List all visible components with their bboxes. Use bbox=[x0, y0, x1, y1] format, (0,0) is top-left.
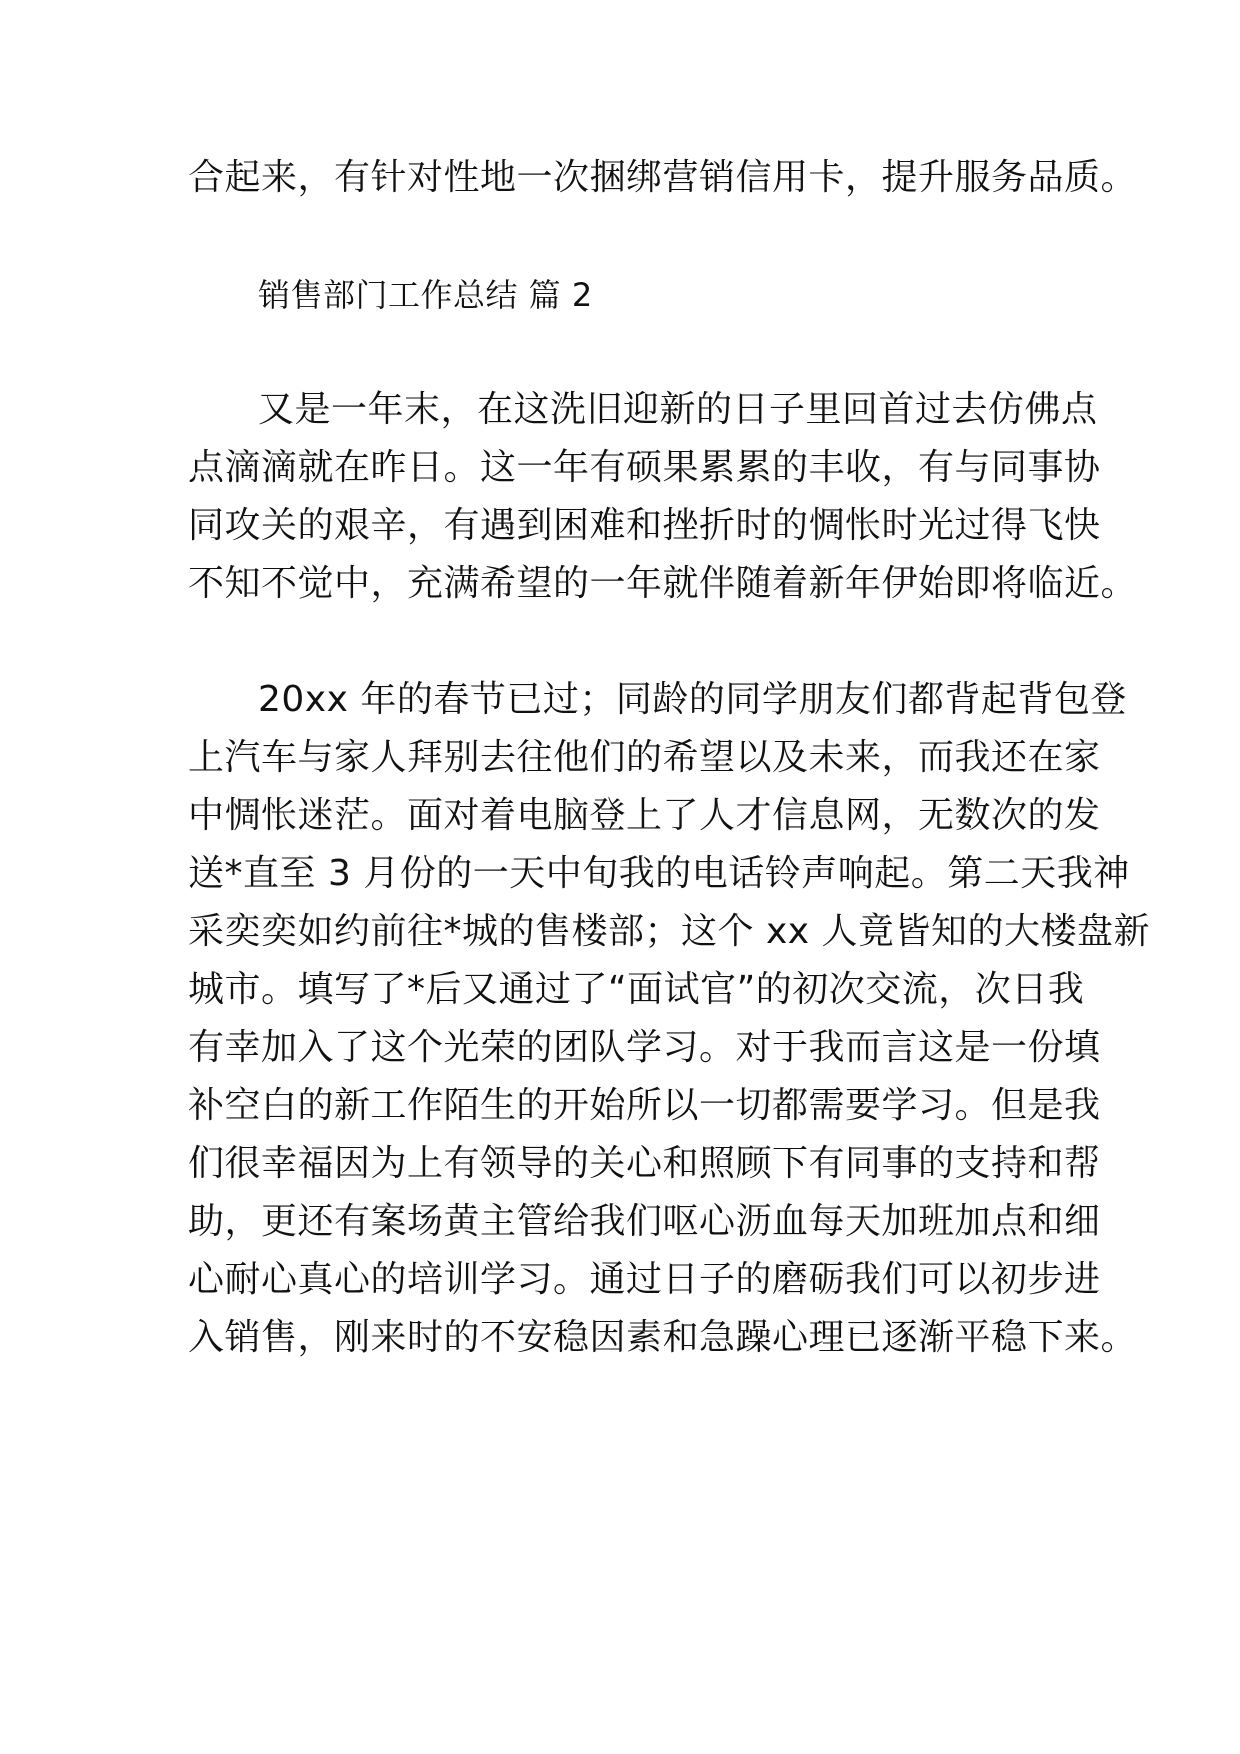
paragraph-line: 不知不觉中，充满希望的一年就伴随着新年伊始即将临近。 bbox=[188, 563, 1138, 604]
continuation-line: 合起来，有针对性地一次捆绑营销信用卡，提升服务品质。 bbox=[188, 157, 1138, 198]
paragraph-line: 有幸加入了这个光荣的团队学习。对于我而言这是一份填 bbox=[188, 1027, 1101, 1068]
paragraph-line: 20xx 年的春节已过；同龄的同学朋友们都背起背包登 bbox=[258, 679, 1127, 720]
paragraph-line: 又是一年末，在这洗旧迎新的日子里回首过去仿佛点 bbox=[258, 389, 1098, 430]
paragraph-line: 上汽车与家人拜别去往他们的希望以及未来，而我还在家 bbox=[188, 737, 1101, 778]
paragraph-line: 同攻关的艰辛，有遇到困难和挫折时的惆怅时光过得飞快 bbox=[188, 505, 1101, 546]
paragraph-line: 们很幸福因为上有领导的关心和照顾下有同事的支持和帮 bbox=[188, 1143, 1101, 1184]
paragraph-line: 心耐心真心的培训学习。通过日子的磨砺我们可以初步进 bbox=[188, 1259, 1101, 1300]
paragraph-line: 中惆怅迷茫。面对着电脑登上了人才信息网，无数次的发 bbox=[188, 795, 1101, 836]
paragraph-line: 送*直至 3 月份的一天中旬我的电话铃声响起。第二天我神 bbox=[188, 853, 1130, 894]
section-title: 销售部门工作总结 篇 2 bbox=[258, 276, 593, 314]
paragraph-line: 补空白的新工作陌生的开始所以一切都需要学习。但是我 bbox=[188, 1085, 1101, 1126]
paragraph-line: 点滴滴就在昨日。这一年有硕果累累的丰收，有与同事协 bbox=[188, 447, 1101, 488]
paragraph-line: 城市。填写了*后又通过了“面试官”的初次交流，次日我 bbox=[188, 969, 1085, 1010]
paragraph-line: 入销售，刚来时的不安稳因素和急躁心理已逐渐平稳下来。 bbox=[188, 1317, 1138, 1358]
paragraph-line: 采奕奕如约前往*城的售楼部；这个 xx 人竟皆知的大楼盘新 bbox=[188, 911, 1150, 952]
paragraph-line: 助，更还有案场黄主管给我们呕心沥血每天加班加点和细 bbox=[188, 1201, 1101, 1242]
